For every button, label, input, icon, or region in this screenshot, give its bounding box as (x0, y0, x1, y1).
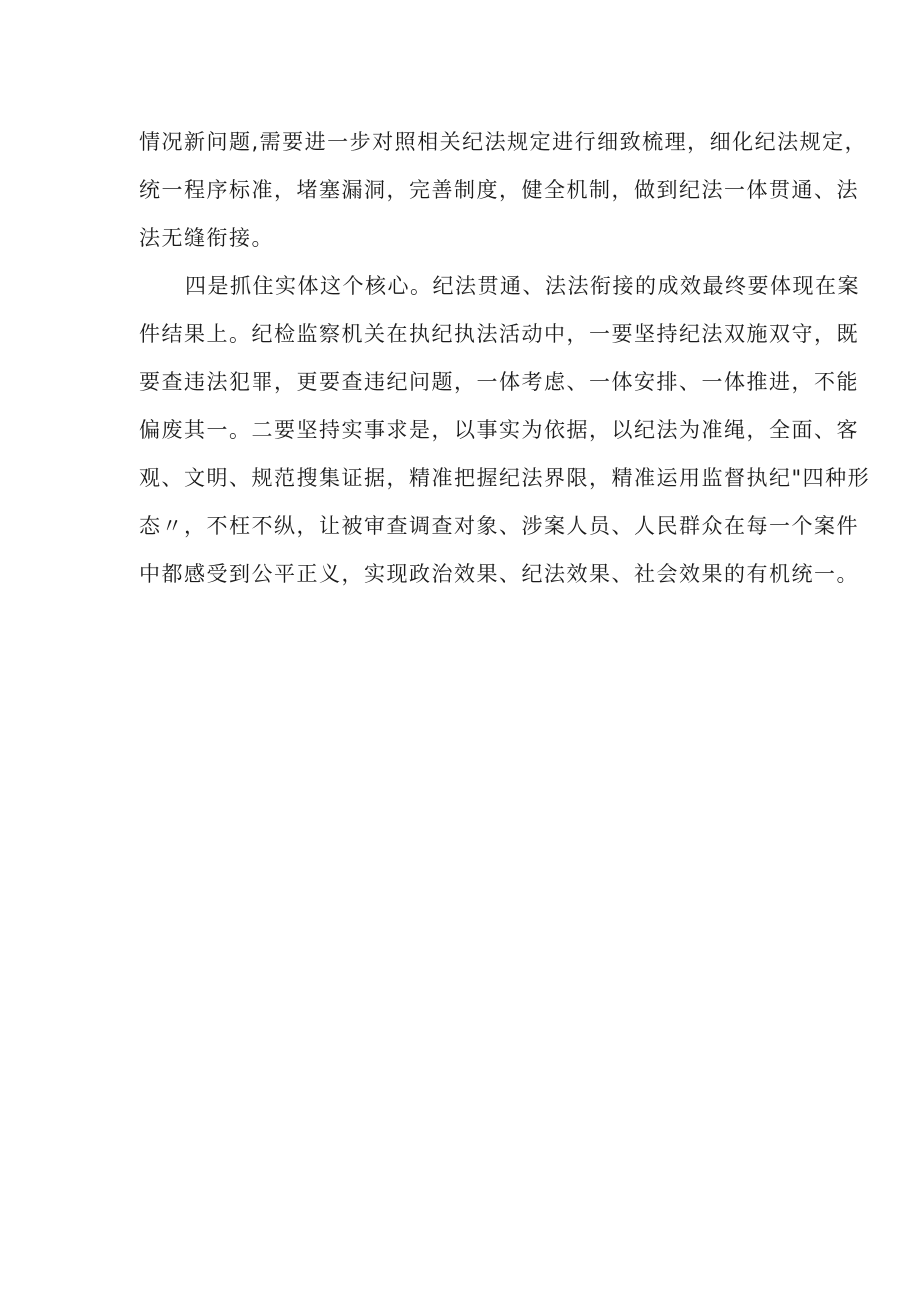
document-body (139, 118, 871, 598)
paragraph-line: 情况新问题,需要进一步对照相关纪法规定进行细致梳理，细化纪法规定， (139, 130, 868, 154)
paragraph-line: 中都感受到公平正义，实现政治效果、纪法效果、社会效果的有机统一。 (139, 562, 859, 586)
paragraph-line: 四是抓住实体这个核心。纪法贯通、法法衔接的成效最终要体现在案 (185, 274, 860, 298)
paragraph-2 (139, 262, 871, 598)
paragraph-1 (139, 118, 868, 262)
paragraph-line: 法无缝衔接。 (139, 226, 274, 250)
paragraph-line: 观、文明、规范搜集证据，精准把握纪法界限，精准运用监督执纪"四种形 (139, 466, 871, 490)
paragraph-line: 要查违法犯罪，更要查违纪问题，一体考虑、一体安排、一体推进，不能 (139, 370, 859, 394)
paragraph-line: 件结果上。纪检监察机关在执纪执法活动中，一要坚持纪法双施双守，既 (139, 322, 859, 346)
paragraph-line: 统一程序标准，堵塞漏洞，完善制度，健全机制，做到纪法一体贯通、法 (139, 178, 859, 202)
paragraph-line: 态〃，不枉不纵，让被审查调查对象、涉案人员、人民群众在每一个案件 (139, 514, 859, 538)
paragraph-line: 偏废其一。二要坚持实事求是，以事实为依据，以纪法为准绳，全面、客 (139, 418, 859, 442)
